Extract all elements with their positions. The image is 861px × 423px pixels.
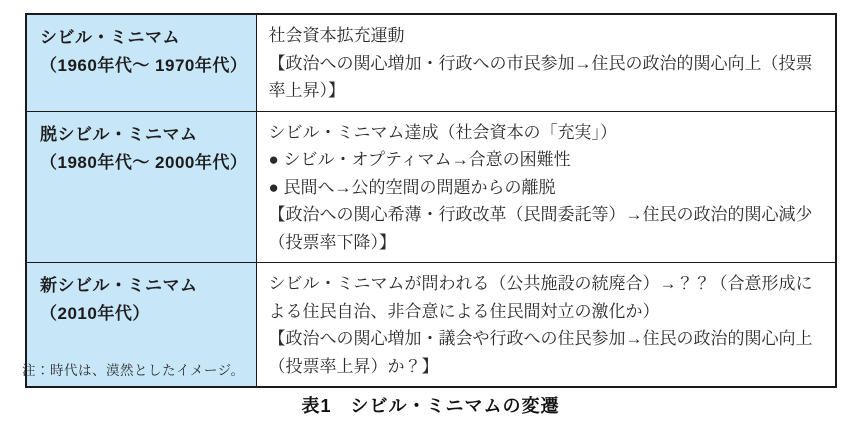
period-title: 脱シビル・ミニマム (40, 124, 198, 144)
civil-minimum-table (25, 13, 837, 388)
period-cell (26, 111, 256, 263)
period-title: 新シビル・ミニマム (40, 276, 198, 295)
detail-line: ● 民間へ→公的空間の問題からの離脱 (268, 177, 556, 197)
period-title: シビル・ミニマム (40, 28, 180, 47)
table-note: 注：時代は、漠然としたイメージ。 (22, 363, 245, 378)
period-cell (26, 14, 256, 111)
detail-line: ● シビル・オプティマム→合意の困難性 (268, 150, 571, 169)
detail-line: 社会資本拡充運動 (268, 26, 405, 45)
detail-line: シビル・ミニマムが問われる（公共施設の統廃合）→？？（合意形成による住民自治、非合意による住民間対立の激化か） (268, 274, 813, 321)
detail-cell (256, 14, 836, 111)
detail-line: 【政治への関心増加・議会や行政への住民参加→住民の政治的関心向上（投票率上昇）か？】 (268, 329, 813, 376)
period-years: （2010年代） (40, 304, 150, 323)
detail-cell (256, 111, 836, 263)
table-row (26, 111, 836, 263)
detail-cell (256, 263, 836, 388)
detail-line: 【政治への関心希薄・行政改革（民間委託等）→住民の政治的関心減少（投票率下降）】 (268, 205, 813, 252)
period-years: （1980年代～ 2000年代） (40, 152, 248, 172)
detail-line: シビル・ミニマム達成（社会資本の「充実」） (268, 122, 617, 142)
period-years: （1960年代～ 1970年代） (40, 56, 248, 75)
table-row (26, 14, 836, 111)
detail-line: 【政治への関心増加・行政への市民参加→住民の政治的関心向上（投票率上昇）】 (268, 53, 813, 100)
table-caption: 表1 シビル・ミニマムの変遷 (301, 396, 560, 416)
